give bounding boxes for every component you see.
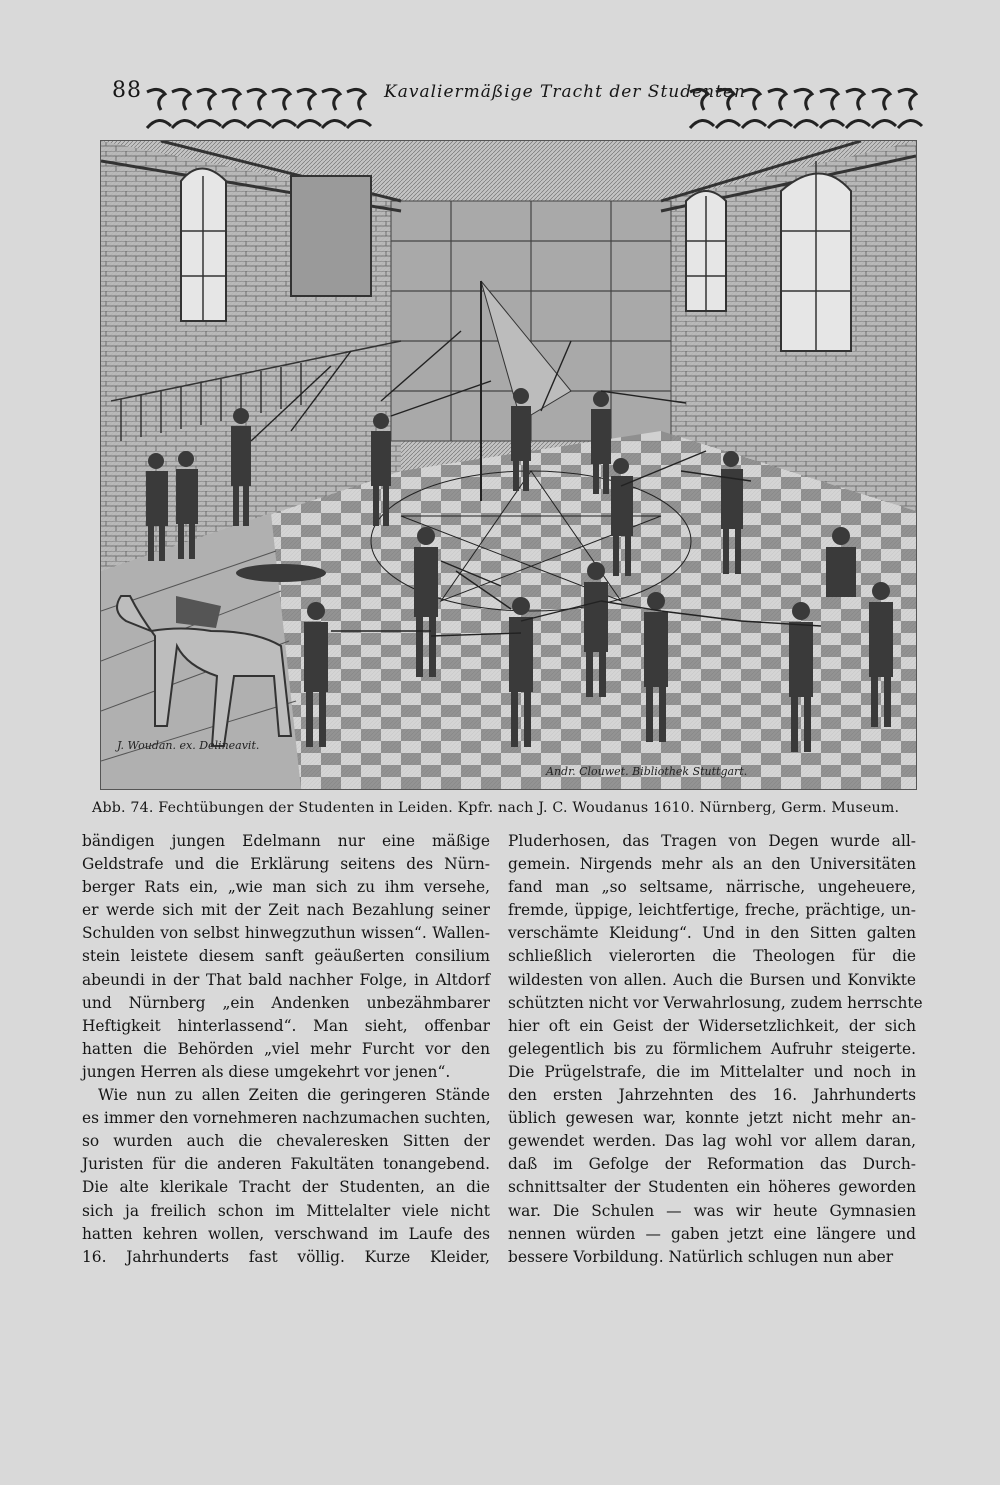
text-line: bessere Vorbildung. Natürlich schlugen nun aber (508, 1247, 894, 1266)
text-line: schließlich vielerorten die Theologen für die (508, 947, 916, 966)
ornament-left (142, 84, 382, 134)
page-number: 88 (112, 78, 142, 103)
engraver-signature-right: Andr. Clouwet. Bibliothek Stuttgart. (546, 765, 748, 778)
left-text-column (82, 830, 490, 1269)
text-line: Wie nun zu allen Zeiten die geringeren Stände (98, 1086, 490, 1105)
text-line: er werde sich mit der Zeit nach Bezahlung seiner (82, 901, 490, 920)
text-line: abeundi in der That bald nachher Folge, in Altdorf (82, 970, 490, 989)
text-line: den ersten Jahrzehnten des 16. Jahrhunderts (508, 1086, 916, 1105)
text-line: gelegentlich bis zu förmlichem Aufruhr steigerte. (508, 1039, 916, 1058)
text-line: Pluderhosen, das Tragen von Degen wurde all- (508, 832, 916, 850)
text-line: war. Die Schulen — was wir heute Gymnasien (508, 1201, 916, 1220)
text-line: schnittsalter der Studenten ein höheres geworden (508, 1178, 916, 1197)
engraving-illustration (101, 141, 916, 789)
text-line: jungen Herren als diese umgekehrt vor jenen“. (82, 1062, 451, 1081)
text-line: schützten nicht vor Verwahrlosung, zudem herrschte (508, 993, 923, 1012)
text-line: Geldstrafe und die Erklärung seitens des Nürn- (82, 855, 490, 874)
engraver-signature-left: J. Woudan. ex. Delineavit. (117, 739, 260, 752)
text-line: es immer den vornehmeren nachzumachen suchten, (82, 1109, 491, 1128)
ornament-right (682, 84, 927, 134)
text-line: hatten kehren wollen, verschwand im Laufe des (82, 1224, 490, 1243)
text-line: gewendet werden. Das lag wohl vor allem daran, (508, 1132, 916, 1151)
text-line: 16. Jahrhunderts fast völlig. Kurze Kleider, (82, 1247, 490, 1266)
figure-caption: Abb. 74. Fechtübungen der Studenten in Leiden. Kpfr. nach J. C. Woudanus 1610. Nürnberg, Germ. Museum. (92, 800, 900, 816)
text-line: und Nürnberg „ein Andenken unbezähmbarer (82, 993, 490, 1012)
text-line: hatten die Behörden „viel mehr Furcht vor den (82, 1039, 490, 1058)
text-line: so wurden auch die chevaleresken Sitten der (82, 1132, 490, 1151)
fencing-hall-engraving (100, 140, 917, 790)
text-line: Juristen für die anderen Fakultäten tonangebend. (82, 1155, 490, 1174)
text-line: wildesten von allen. Auch die Bursen und Konvikte (508, 970, 916, 989)
text-line: nennen würden — gaben jetzt eine längere und (508, 1224, 916, 1243)
text-line: fand man „so seltsame, närrische, ungeheuere, (508, 878, 916, 897)
text-line: gemein. Nirgends mehr als an den Universitäten (508, 855, 916, 874)
text-line: berger Rats ein, „wie man sich zu ihm versehe, (82, 878, 490, 897)
running-title: Kavaliermäßige Tracht der Studenten (384, 82, 746, 102)
page-header (112, 78, 927, 140)
text-line: sich ja freilich schon im Mittelalter viele nicht (82, 1201, 490, 1220)
text-line: Schulden von selbst hinwegzuthun wissen“. Wallen- (82, 924, 490, 943)
text-line: fremde, üppige, leichtfertige, freche, prächtige, un- (508, 901, 916, 920)
text-line: Heftigkeit hinterlassend“. Man sieht, offenbar (82, 1016, 490, 1035)
text-line: verschämte Kleidung“. Und in den Sitten galten (508, 924, 916, 943)
right-text-column (508, 830, 923, 1269)
text-line: Die Prügelstrafe, die im Mittelalter und noch in (508, 1062, 916, 1081)
text-line: daß im Gefolge der Reformation das Durch- (508, 1155, 916, 1174)
text-line: Die alte klerikale Tracht der Studenten, an die (82, 1178, 490, 1197)
text-line: bändigen jungen Edelmann nur eine mäßige (82, 832, 490, 850)
text-line: stein leistete diesem sanft geäußerten consilium (82, 947, 490, 966)
text-line: üblich gewesen war, konnte jetzt nicht mehr an- (508, 1109, 916, 1128)
text-line: hier oft ein Geist der Widersetzlichkeit, der sich (508, 1016, 916, 1035)
